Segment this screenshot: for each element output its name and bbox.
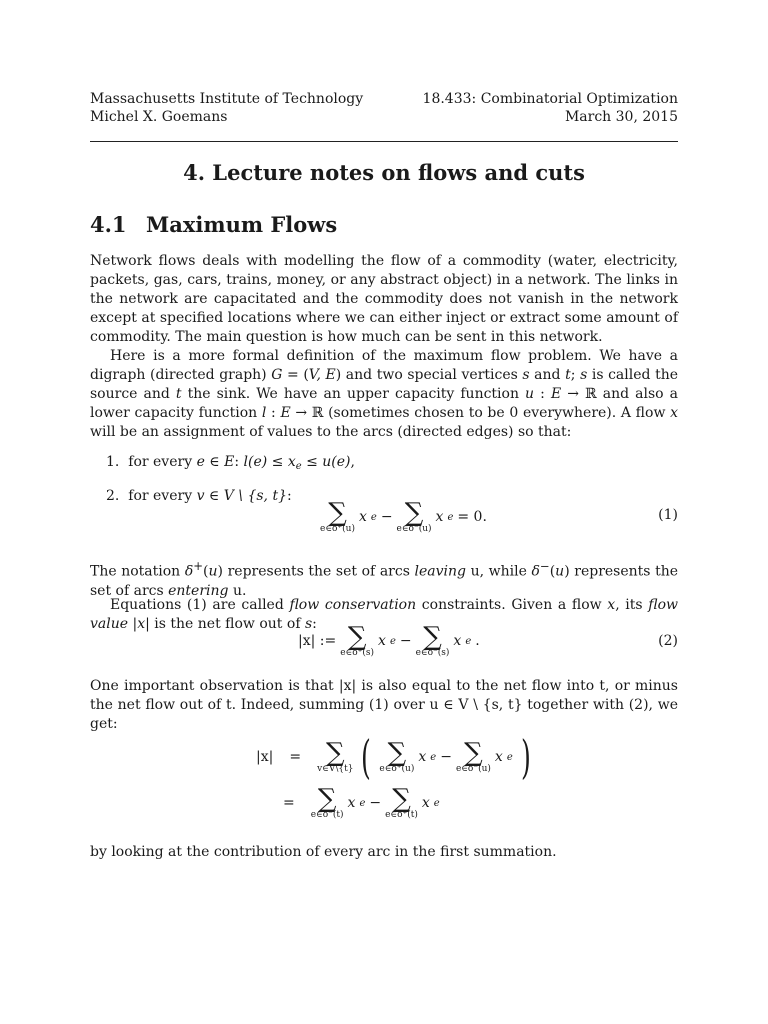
equation-number-1: (1) (658, 507, 678, 523)
section-title: Maximum Flows (146, 212, 338, 237)
paragraph-intro: Network flows deals with modelling the flow of a commodity (water, electricity, packets, gas, cars, trains, money, or any abstract object) in a network. The links in the network are capacitated and the commodity does not vanish in the network except at specified locations where we can either inject or extract some amount of commodity. The main question is how much can be sent in this network. (90, 253, 678, 345)
list-item: 2. for every v ∈ V \ {s, t}: (106, 488, 292, 504)
paragraph-notation: The notation δ+(u) represents the set of arcs leaving u, while δ−(u) represents the set of arcs entering u. (90, 559, 679, 599)
equation-number-2: (2) (658, 633, 678, 649)
paragraph-conclusion: by looking at the contribution of every arc in the first summation. (90, 844, 557, 860)
paragraph-flow-value: Equations (1) are called flow conservation constraints. Given a flow x, its flow value |x| is the net flow out of s: (90, 597, 679, 632)
header-rule (90, 141, 678, 142)
equation-2: |x| := ∑ e∈δ⁺(s) x e − ∑ e∈δ⁻(s) x e . (298, 622, 480, 658)
equation-3-line-1: |x| = ∑ v∈V\{t} ( ∑ e∈δ⁺(u) x e − ∑ e∈δ⁻(u) x e ) (256, 730, 531, 784)
section-heading (90, 212, 337, 237)
author: Michel X. Goemans (90, 109, 228, 125)
course-name: 18.433: Combinatorial Optimization (422, 91, 678, 107)
document-title: 4. Lecture notes on flows and cuts (183, 160, 585, 185)
header-right (423, 90, 678, 126)
equation-3-line-2: = ∑ e∈δ⁻(t) x e − ∑ e∈δ⁺(t) x e (283, 784, 440, 820)
institution: Massachusetts Institute of Technology (90, 91, 364, 107)
date: March 30, 2015 (564, 109, 678, 125)
paragraph-definition: Here is a more formal definition of the maximum flow problem. We have a digraph (directed graph) G = (V, E) and two special vertices s and t; s is called the source and t the sink. We have an upper capacity function u : E → ℝ and also a lower capacity function l : E → ℝ (sometimes chosen to be 0 everywhere). A flow x will be an assignment of values to the arcs (directed edges) so that: (90, 348, 679, 440)
paragraph-observation: One important observation is that |x| is also equal to the net flow into t, or minus the net flow out of t. Indeed, summing (1) over u ∈ V \ {s, t} together with (2), we get: (90, 678, 678, 732)
header-left (90, 90, 363, 126)
section-number: 4.1 (90, 212, 127, 237)
list-item: 1. for every e ∈ E: $l(e) \le x_e \le u(e)$, (106, 454, 355, 472)
equation-1: ∑ e∈δ⁺(u) x e − ∑ e∈δ⁻(u) x e = 0. (320, 498, 487, 534)
